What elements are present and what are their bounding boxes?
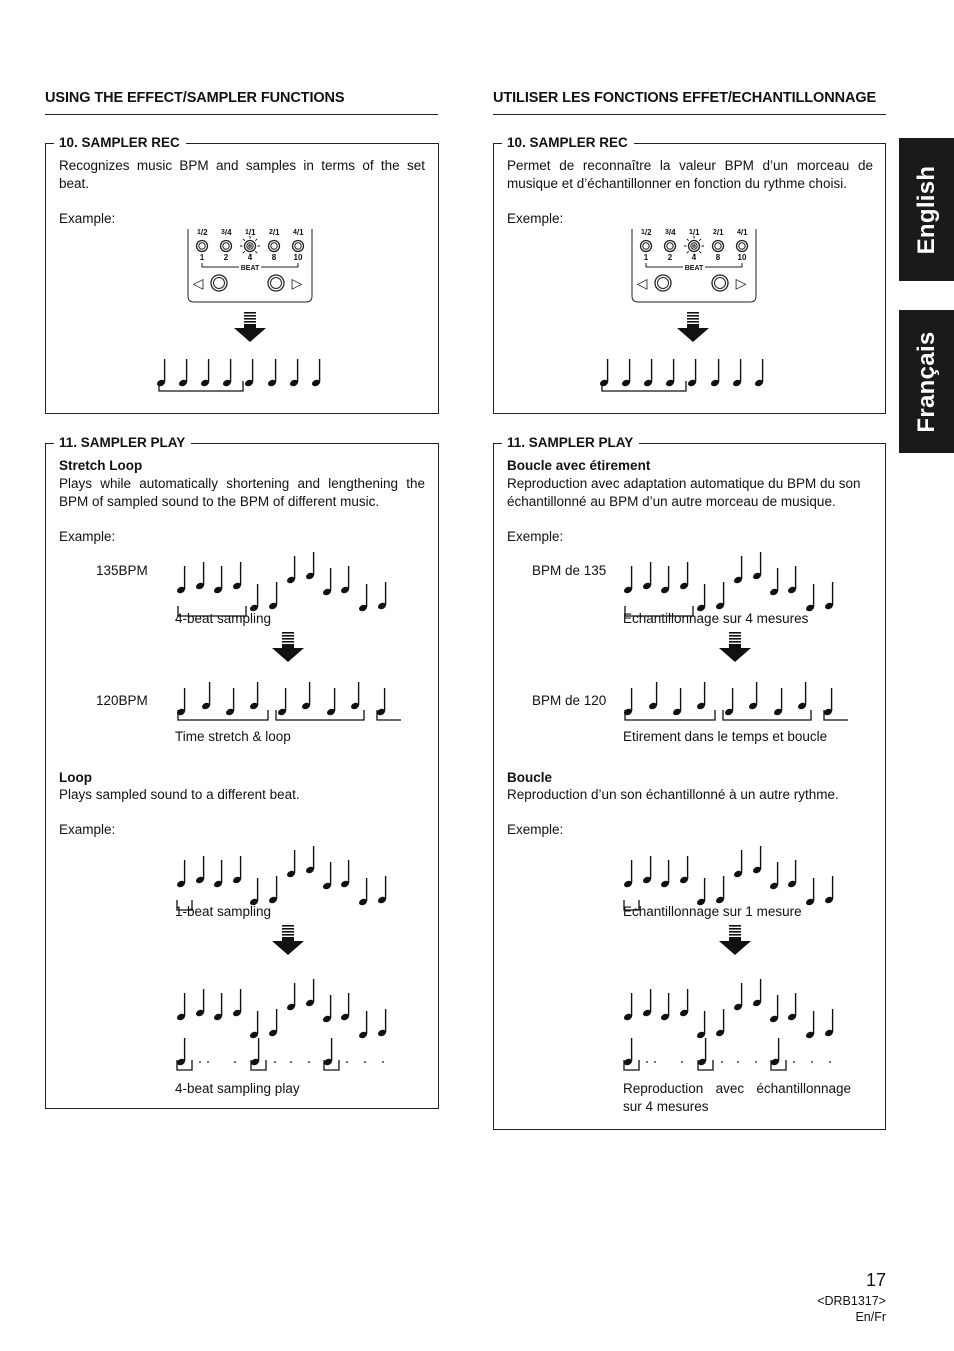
left-beat-panel (186, 225, 316, 305)
rest-dot (793, 1061, 795, 1063)
left-sampler-play-title: 11. SAMPLER PLAY (54, 435, 191, 451)
sample-bracket (723, 710, 811, 720)
rest-dot (646, 1061, 648, 1063)
arrow-dash (687, 315, 699, 317)
quarter-note-icon (679, 856, 689, 884)
arrow-head (719, 941, 751, 955)
right-loop-desc: Reproduction d’un son échantillonné à un autre rythme. (507, 787, 839, 802)
quarter-note-icon (642, 856, 652, 884)
quarter-note-icon (176, 566, 186, 594)
right-rec-notes (599, 359, 779, 404)
left-stretch-example: Example: (59, 529, 116, 544)
quarter-note-icon (787, 993, 797, 1021)
left-135bpm-notes (171, 542, 401, 604)
quarter-note-icon (244, 359, 254, 387)
right-beat-button[interactable] (712, 275, 728, 291)
right-1beat-sampling-caption: Echantillonnage sur 1 mesure (623, 904, 802, 919)
arrow-dash (729, 638, 741, 640)
left-sampler-rec-desc: Recognizes music BPM and samples in terms of the set beat. (59, 158, 425, 191)
left-1beat-notes (171, 836, 401, 898)
beat-button[interactable] (269, 241, 280, 252)
quarter-note-icon (178, 359, 188, 387)
quarter-note-icon (249, 682, 259, 710)
quarter-note-icon (286, 850, 296, 878)
quarter-note-icon (623, 993, 633, 1021)
beat-fraction-label: 2/1 (269, 228, 280, 237)
right-bpm-120: BPM de 120 (532, 693, 607, 708)
quarter-note-icon (787, 566, 797, 594)
quarter-note-icon (679, 562, 689, 590)
quarter-note-icon (642, 562, 652, 590)
quarter-note-icon (340, 566, 350, 594)
right-section-header: UTILISER LES FONCTIONS EFFET/ECHANTILLONNAGE (493, 90, 877, 106)
quarter-note-icon (660, 993, 670, 1021)
right-loop-result-notes (618, 969, 848, 1031)
left-section-header: USING THE EFFECT/SAMPLER FUNCTIONS (45, 90, 345, 106)
quarter-note-icon (687, 359, 697, 387)
arrow-dash (244, 321, 256, 323)
left-bpm-135: 135BPM (96, 563, 148, 578)
arrow-head (719, 648, 751, 662)
beat-button[interactable] (713, 241, 724, 252)
arrow-dash (282, 934, 294, 936)
beat-fraction-label: 1/2 (197, 228, 208, 237)
arrow-dash (282, 641, 294, 643)
quarter-note-icon (311, 359, 321, 387)
left-beat-button[interactable] (211, 275, 227, 291)
rest-dot (274, 1061, 276, 1063)
quarter-note-icon (268, 582, 278, 610)
left-arrow-icon: ◁ (192, 275, 204, 291)
right-stretch-down-arrow-icon (719, 632, 751, 664)
right-arrow-icon: ▷ (291, 275, 303, 291)
arrow-dash (282, 638, 294, 640)
quarter-note-icon (696, 682, 706, 710)
quarter-note-icon (305, 552, 315, 580)
rest-dot (737, 1061, 739, 1063)
right-sampler-play-title: 11. SAMPLER PLAY (502, 435, 639, 451)
left-stretch-loop-title: Stretch Loop (59, 458, 143, 473)
quarter-note-icon (232, 562, 242, 590)
quarter-note-icon (724, 688, 734, 716)
beat-number-label: 2 (667, 253, 673, 262)
quarter-note-icon (201, 682, 211, 710)
arrow-dash (729, 928, 741, 930)
right-sampler-rec-title: 10. SAMPLER REC (502, 135, 634, 151)
left-loop-sampled-notes (171, 1032, 411, 1072)
quarter-note-icon (797, 682, 807, 710)
left-loop-desc: Plays sampled sound to a different beat. (59, 787, 300, 802)
arrow-dash (282, 632, 294, 634)
left-loop-title: Loop (59, 770, 92, 785)
beat-fraction-label: 1/1 (689, 228, 700, 237)
quarter-note-icon (824, 582, 834, 610)
quarter-note-icon (648, 682, 658, 710)
quarter-note-icon (732, 359, 742, 387)
left-4beat-sampling-caption: 4-beat sampling (175, 611, 272, 626)
right-sampler-rec-desc: Permet de reconnaître la valeur BPM d’un morceau de musique et d’échantillonner en fonction du rythme choisi. (507, 158, 873, 191)
beat-fraction-label: 2/1 (713, 228, 724, 237)
rest-dot (199, 1061, 201, 1063)
right-1beat-notes (618, 836, 848, 898)
arrow-shaft (282, 644, 294, 648)
quarter-note-icon (322, 568, 332, 596)
sample-bracket (178, 710, 268, 720)
quarter-note-icon (642, 989, 652, 1017)
quarter-note-icon (621, 359, 631, 387)
quarter-note-icon (769, 862, 779, 890)
quarter-note-icon (286, 556, 296, 584)
left-time-stretch-caption: Time stretch & loop (175, 729, 291, 744)
arrow-dash (687, 312, 699, 314)
document-code: <DRB1317> (817, 1294, 886, 1308)
right-sampler-rec-box (493, 135, 886, 414)
arrow-dash (244, 315, 256, 317)
beat-number-label: 8 (715, 253, 721, 262)
arrow-head (272, 941, 304, 955)
rest-dot (364, 1061, 366, 1063)
quarter-note-icon (195, 562, 205, 590)
beat-number-label: 4 (247, 253, 253, 262)
arrow-shaft (687, 324, 699, 328)
beat-button[interactable] (737, 241, 748, 252)
quarter-note-icon (358, 878, 368, 906)
beat-number-label: 2 (223, 253, 229, 262)
right-stretch-loop-desc: Reproduction avec adaptation automatique du BPM du son échantillonné au BPM d’un autre morceau de musique. (507, 476, 861, 509)
quarter-note-icon (643, 359, 653, 387)
quarter-note-icon (326, 688, 336, 716)
left-loop-example: Example: (59, 822, 116, 837)
right-sampler-rec-example: Exemple: (507, 211, 564, 226)
arrow-dash (244, 318, 256, 320)
arrow-dash (282, 925, 294, 927)
arrow-dash (282, 931, 294, 933)
right-time-stretch-caption: Etirement dans le temps et boucle (623, 729, 828, 744)
arrow-head (272, 648, 304, 662)
beat-button[interactable] (641, 241, 652, 252)
arrow-dash (244, 312, 256, 314)
quarter-note-icon (340, 860, 350, 888)
quarter-note-icon (222, 359, 232, 387)
quarter-note-icon (715, 582, 725, 610)
right-header-rule (493, 114, 886, 115)
left-4beat-play-caption: 4-beat sampling play (175, 1081, 300, 1096)
beat-fraction-label: 4/1 (293, 228, 304, 237)
left-sampler-rec-title: 10. SAMPLER REC (54, 135, 186, 151)
arrow-shaft (282, 937, 294, 941)
quarter-note-icon (286, 983, 296, 1011)
rest-dot (234, 1061, 236, 1063)
rest-dot (681, 1061, 683, 1063)
right-arrow-icon: ▷ (735, 275, 747, 291)
quarter-note-icon (305, 979, 315, 1007)
arrow-dash (729, 934, 741, 936)
left-loop-result-notes (171, 969, 401, 1031)
quarter-note-icon (225, 688, 235, 716)
right-beat-panel (630, 225, 760, 305)
quarter-note-icon (350, 682, 360, 710)
arrow-dash (729, 641, 741, 643)
arrow-dash (687, 318, 699, 320)
right-4beat-sampling-caption: Echantillonnage sur 4 mesures (623, 611, 809, 626)
right-loop-sampled-notes (618, 1032, 858, 1072)
arrow-dash (729, 925, 741, 927)
arrow-shaft (729, 937, 741, 941)
beat-label: BEAT (684, 265, 704, 272)
arrow-dash (282, 928, 294, 930)
rest-dot (308, 1061, 310, 1063)
left-rec-down-arrow-icon (234, 312, 266, 344)
quarter-note-icon (752, 552, 762, 580)
right-stretch-loop-title: Boucle avec étirement (507, 458, 651, 473)
quarter-note-icon (769, 568, 779, 596)
right-135bpm-notes (618, 542, 848, 604)
quarter-note-icon (787, 860, 797, 888)
left-beat-button[interactable] (655, 275, 671, 291)
quarter-note-icon (754, 359, 764, 387)
beat-button[interactable] (197, 241, 208, 252)
rest-dot (721, 1061, 723, 1063)
quarter-note-icon (156, 359, 166, 387)
beat-number-label: 10 (293, 253, 303, 262)
beat-button[interactable] (293, 241, 304, 252)
rest-dot (207, 1061, 209, 1063)
beat-fraction-label: 1/1 (245, 228, 256, 237)
quarter-note-icon (377, 876, 387, 904)
quarter-note-icon (377, 582, 387, 610)
beat-number-label: 4 (691, 253, 697, 262)
rest-dot (654, 1061, 656, 1063)
left-bpm-120: 120BPM (96, 693, 148, 708)
beat-fraction-label: 1/2 (641, 228, 652, 237)
quarter-note-icon (660, 566, 670, 594)
quarter-note-icon (340, 993, 350, 1021)
quarter-note-icon (696, 584, 706, 612)
left-120bpm-notes (171, 672, 411, 724)
quarter-note-icon (267, 359, 277, 387)
quarter-note-icon (733, 983, 743, 1011)
beat-number-label: 1 (199, 253, 205, 262)
left-1beat-sampling-caption: 1-beat sampling (175, 904, 272, 919)
french-tab[interactable] (899, 310, 954, 453)
quarter-note-icon (805, 878, 815, 906)
quarter-note-icon (679, 989, 689, 1017)
sample-bracket (276, 710, 364, 720)
sample-bracket (625, 710, 715, 720)
rest-dot (382, 1061, 384, 1063)
quarter-note-icon (301, 682, 311, 710)
beat-fraction-label: 3/4 (665, 228, 676, 237)
beat-button[interactable] (665, 241, 676, 252)
rest-dot (755, 1061, 757, 1063)
quarter-note-icon (715, 876, 725, 904)
quarter-note-icon (176, 860, 186, 888)
quarter-note-icon (213, 566, 223, 594)
quarter-note-icon (824, 876, 834, 904)
beat-fraction-label: 4/1 (737, 228, 748, 237)
page-number: 17 (865, 1270, 886, 1290)
rest-dot (811, 1061, 813, 1063)
quarter-note-icon (213, 993, 223, 1021)
arrow-dash (729, 635, 741, 637)
quarter-note-icon (773, 688, 783, 716)
right-4beat-play-caption: Reproduction avec échantillonnage sur 4 mesures (623, 1081, 851, 1114)
french-tab-label: Français (912, 330, 940, 433)
quarter-note-icon (305, 846, 315, 874)
right-loop-example: Exemple: (507, 822, 564, 837)
quarter-note-icon (358, 584, 368, 612)
left-stretch-loop-desc: Plays while automatically shortening and lengthening the BPM of sampled sound to the BPM of different music. (59, 476, 425, 509)
left-sampler-rec-box (45, 135, 439, 414)
quarter-note-icon (289, 359, 299, 387)
left-rec-notes (156, 359, 336, 404)
arrow-head (677, 328, 709, 342)
quarter-note-icon (213, 860, 223, 888)
right-beat-button[interactable] (268, 275, 284, 291)
quarter-note-icon (176, 993, 186, 1021)
quarter-note-icon (195, 989, 205, 1017)
quarter-note-icon (195, 856, 205, 884)
right-120bpm-notes (618, 672, 858, 724)
left-sampler-play-box (45, 435, 439, 1109)
right-sampler-play-box (493, 435, 886, 1130)
quarter-note-icon (733, 556, 743, 584)
english-tab-label: English (912, 165, 940, 254)
quarter-note-icon (232, 856, 242, 884)
quarter-note-icon (232, 989, 242, 1017)
beat-number-label: 8 (271, 253, 277, 262)
quarter-note-icon (268, 876, 278, 904)
beat-label: BEAT (240, 265, 260, 272)
quarter-note-icon (200, 359, 210, 387)
quarter-note-icon (769, 995, 779, 1023)
left-arrow-icon: ◁ (636, 275, 648, 291)
language-code: En/Fr (855, 1310, 886, 1324)
left-sampler-rec-example: Example: (59, 211, 116, 226)
arrow-head (234, 328, 266, 342)
quarter-note-icon (672, 688, 682, 716)
quarter-note-icon (249, 584, 259, 612)
quarter-note-icon (752, 979, 762, 1007)
rest-dot (290, 1061, 292, 1063)
arrow-dash (729, 931, 741, 933)
quarter-note-icon (599, 359, 609, 387)
right-loop-title: Boucle (507, 770, 553, 785)
arrow-shaft (729, 644, 741, 648)
left-stretch-down-arrow-icon (272, 632, 304, 664)
arrow-dash (282, 635, 294, 637)
beat-fraction-label: 3/4 (221, 228, 232, 237)
left-loop-down-arrow-icon (272, 925, 304, 957)
beat-number-label: 1 (643, 253, 649, 262)
quarter-note-icon (623, 566, 633, 594)
right-rec-down-arrow-icon (677, 312, 709, 344)
beat-number-label: 10 (737, 253, 747, 262)
quarter-note-icon (748, 682, 758, 710)
right-bpm-135: BPM de 135 (532, 563, 607, 578)
quarter-note-icon (665, 359, 675, 387)
quarter-note-icon (710, 359, 720, 387)
arrow-shaft (244, 324, 256, 328)
quarter-note-icon (623, 860, 633, 888)
quarter-note-icon (322, 862, 332, 890)
left-header-rule (45, 114, 438, 115)
quarter-note-icon (733, 850, 743, 878)
quarter-note-icon (322, 995, 332, 1023)
right-stretch-example: Exemple: (507, 529, 564, 544)
quarter-note-icon (277, 688, 287, 716)
right-loop-down-arrow-icon (719, 925, 751, 957)
arrow-dash (687, 321, 699, 323)
rest-dot (829, 1061, 831, 1063)
quarter-note-icon (752, 846, 762, 874)
english-tab[interactable] (899, 138, 954, 281)
quarter-note-icon (660, 860, 670, 888)
rest-dot (346, 1061, 348, 1063)
quarter-note-icon (805, 584, 815, 612)
arrow-dash (729, 632, 741, 634)
beat-button[interactable] (221, 241, 232, 252)
